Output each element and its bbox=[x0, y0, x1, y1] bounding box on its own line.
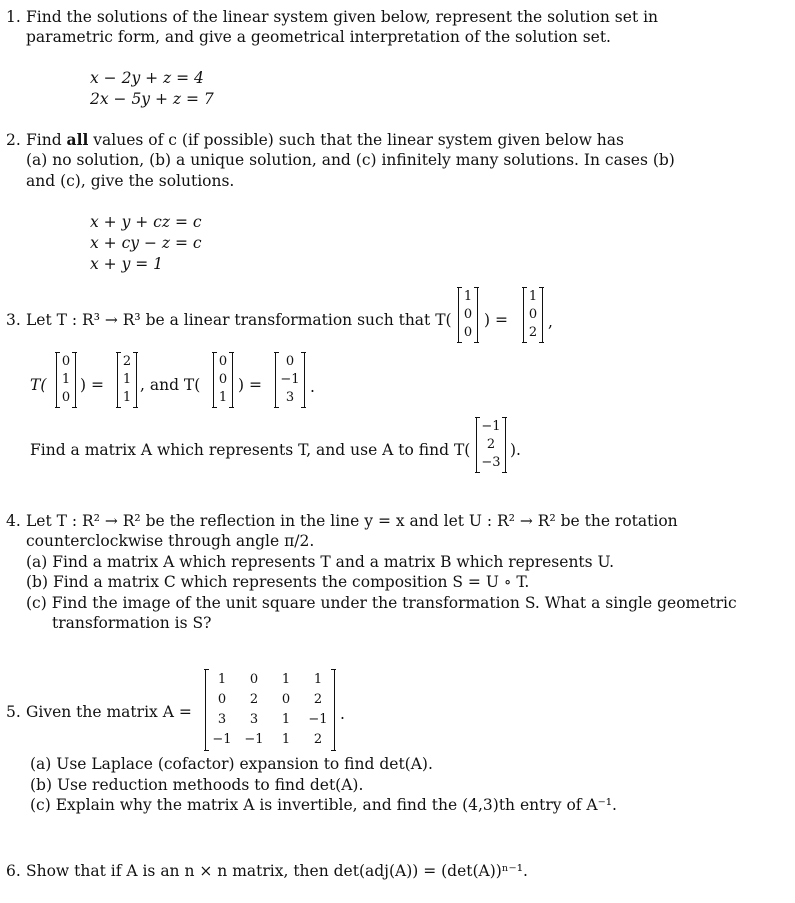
matrix-entry: 0 bbox=[218, 372, 228, 387]
p5-number: 5. bbox=[6, 703, 21, 721]
matrix-entry: 0 bbox=[463, 325, 473, 340]
p3-equals-3: ) = bbox=[238, 376, 262, 394]
matrix-entry: 1 bbox=[218, 390, 228, 405]
p3-comma: , bbox=[548, 313, 553, 331]
p3-matrix-e3 bbox=[213, 353, 233, 407]
p6-number: 6. bbox=[6, 862, 21, 880]
matrix-entry: 2 bbox=[122, 354, 132, 369]
p2-text-line1 bbox=[26, 130, 624, 150]
p5-part-c: (c) Explain why the matrix A is invertible, and find the (4,3)th entry of A⁻¹. bbox=[30, 796, 617, 814]
p2-equation-3: x + y = 1 bbox=[90, 255, 164, 273]
matrix-entry: 2 bbox=[313, 692, 323, 707]
p4-part-c-line2: transformation is S? bbox=[52, 614, 212, 632]
p1-number: 1. bbox=[6, 8, 21, 26]
p1-equation-1: x − 2y + z = 4 bbox=[90, 69, 204, 87]
p4-line2: counterclockwise through angle π/2. bbox=[26, 532, 315, 550]
matrix-entry: 1 bbox=[281, 732, 291, 747]
p5-period: . bbox=[340, 705, 345, 723]
p1-equation-2: 2x − 5y + z = 7 bbox=[90, 90, 214, 108]
p3-intro: Let T : R³ → R³ be a linear transformation such that T( bbox=[26, 311, 452, 329]
matrix-entry: 2 bbox=[313, 732, 323, 747]
p3-number: 3. bbox=[6, 311, 21, 329]
p1-text-line2: parametric form, and give a geometrical interpretation of the solution set. bbox=[26, 28, 611, 46]
matrix-entry: 1 bbox=[463, 289, 473, 304]
matrix-entry: 3 bbox=[249, 712, 259, 727]
matrix-entry: 0 bbox=[463, 307, 473, 322]
p3-and-text: , and T( bbox=[140, 376, 201, 394]
p4-number: 4. bbox=[6, 512, 21, 530]
matrix-entry: −1 bbox=[308, 712, 328, 727]
p3-matrix-te3 bbox=[275, 353, 305, 407]
p2-equation-1: x + y + cz = c bbox=[90, 213, 202, 231]
matrix-entry: 1 bbox=[313, 672, 323, 687]
p5-intro: Given the matrix A = bbox=[26, 703, 192, 721]
p2-text-line3: and (c), give the solutions. bbox=[26, 172, 235, 190]
matrix-entry: 2 bbox=[528, 325, 538, 340]
p2-equation-2: x + cy − z = c bbox=[90, 234, 202, 252]
matrix-entry: 1 bbox=[281, 712, 291, 727]
p3-find-text: Find a matrix A which represents T, and use A to find T( bbox=[30, 441, 471, 459]
matrix-entry: −1 bbox=[280, 372, 300, 387]
p1-text-line1: Find the solutions of the linear system given below, represent the solution set in bbox=[26, 8, 659, 26]
p5-part-a: (a) Use Laplace (cofactor) expansion to find det(A). bbox=[30, 755, 433, 773]
matrix-entry: 1 bbox=[122, 372, 132, 387]
p3-matrix-te2 bbox=[117, 353, 137, 407]
matrix-entry: 0 bbox=[61, 354, 71, 369]
matrix-entry: −1 bbox=[244, 732, 264, 747]
p3-find-close: ). bbox=[510, 441, 521, 459]
matrix-entry: 3 bbox=[217, 712, 227, 727]
p3-matrix-e1 bbox=[458, 288, 478, 342]
p5-matrix-a bbox=[205, 670, 335, 750]
p2-text-line2: (a) no solution, (b) a unique solution, and (c) infinitely many solutions. In cases (b) bbox=[26, 151, 675, 169]
p4-part-b: (b) Find a matrix C which represents the composition S = U ∘ T. bbox=[26, 573, 530, 591]
matrix-entry: 1 bbox=[217, 672, 227, 687]
p3-matrix-te1 bbox=[523, 288, 543, 342]
matrix-entry: 0 bbox=[61, 390, 71, 405]
matrix-entry: 0 bbox=[249, 672, 259, 687]
matrix-entry: 0 bbox=[217, 692, 227, 707]
matrix-entry: 0 bbox=[528, 307, 538, 322]
p4-line1: Let T : R² → R² be the reflection in the line y = x and let U : R² → R² be the rotation bbox=[26, 512, 678, 530]
matrix-entry: 1 bbox=[61, 372, 71, 387]
matrix-entry: 0 bbox=[281, 692, 291, 707]
matrix-entry: −3 bbox=[481, 455, 501, 470]
matrix-entry: 3 bbox=[285, 390, 295, 405]
matrix-entry: 1 bbox=[122, 390, 132, 405]
matrix-entry: −1 bbox=[212, 732, 232, 747]
p5-part-b: (b) Use reduction methoods to find det(A). bbox=[30, 776, 364, 794]
p3-equals-1: ) = bbox=[484, 311, 508, 329]
p2-text-bold-all: all bbox=[66, 130, 89, 149]
matrix-entry: 0 bbox=[285, 354, 295, 369]
p2-number: 2. bbox=[6, 131, 21, 149]
p3-matrix-e2 bbox=[56, 353, 76, 407]
p3-matrix-v bbox=[476, 418, 506, 472]
p6-text: Show that if A is an n × n matrix, then det(adj(A)) = (det(A))ⁿ⁻¹. bbox=[26, 862, 528, 880]
p3-t-open: T( bbox=[30, 376, 47, 394]
p3-equals-2: ) = bbox=[80, 376, 104, 394]
p4-part-a: (a) Find a matrix A which represents T and a matrix B which represents U. bbox=[26, 553, 615, 571]
matrix-entry: 2 bbox=[486, 437, 496, 452]
p2-text-part-c: values of c (if possible) such that the linear system given below has bbox=[88, 131, 624, 149]
matrix-entry: 0 bbox=[218, 354, 228, 369]
p4-part-c-line1: (c) Find the image of the unit square under the transformation S. What a single geometric bbox=[26, 594, 737, 612]
matrix-entry: 2 bbox=[249, 692, 259, 707]
matrix-entry: 1 bbox=[281, 672, 291, 687]
p2-text-part-a: Find bbox=[26, 131, 67, 149]
p3-period: . bbox=[310, 378, 315, 396]
matrix-entry: −1 bbox=[481, 419, 501, 434]
matrix-entry: 1 bbox=[528, 289, 538, 304]
